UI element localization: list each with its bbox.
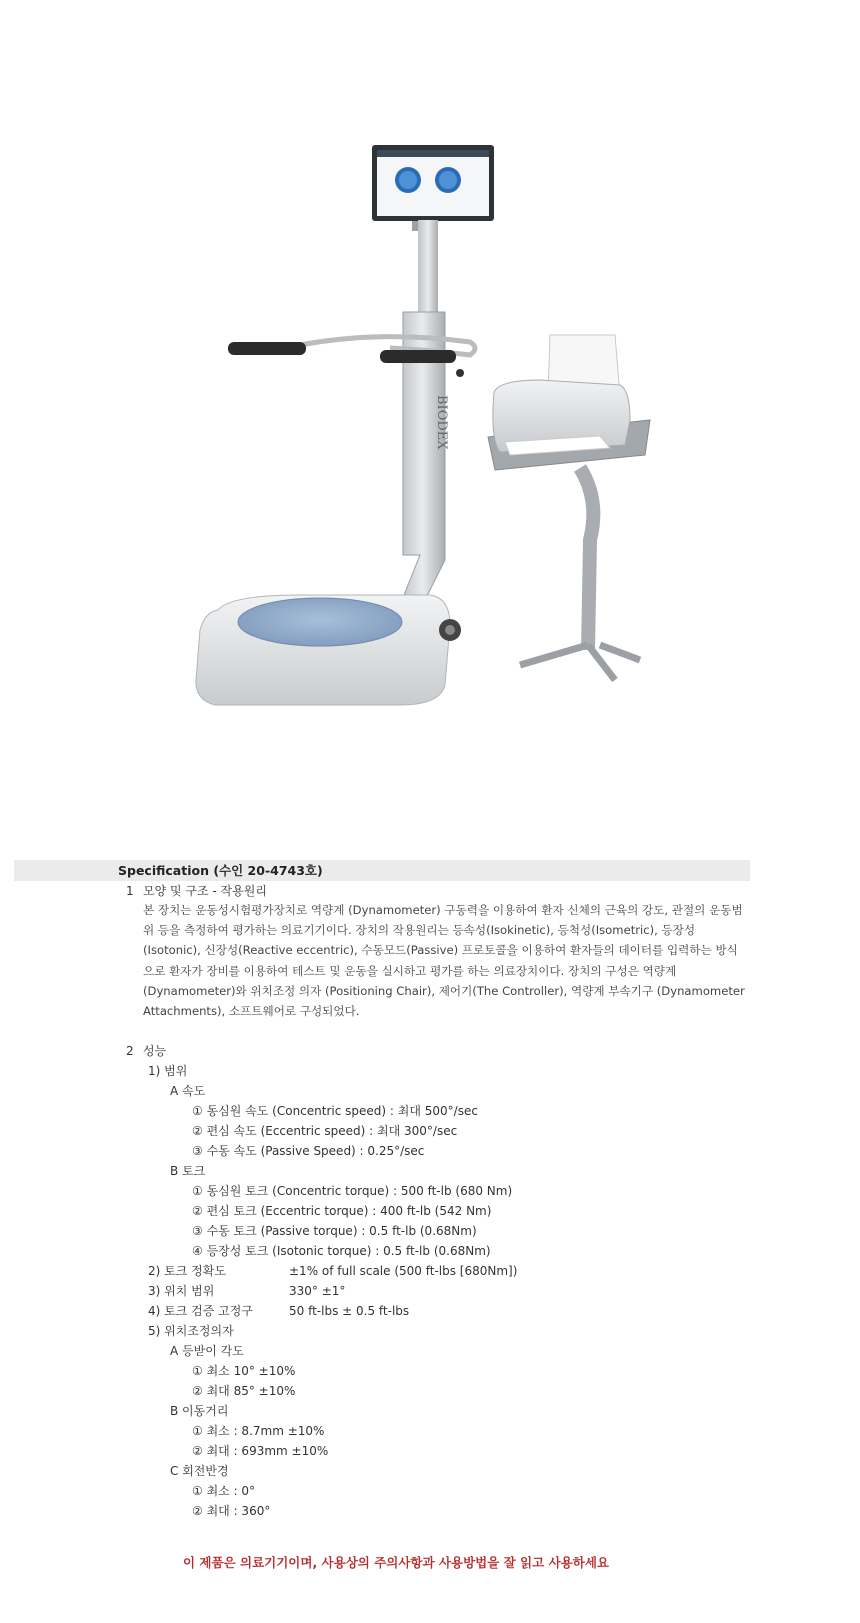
backrest-item: ② 최대 85° ±10%	[192, 1384, 296, 1398]
section-1-heading: 모양 및 구조 - 작용원리	[143, 884, 267, 898]
product-image	[0, 0, 860, 780]
travel-heading: B 이동거리	[170, 1404, 229, 1418]
fixture-value: 50 ft-lbs ± 0.5 ft-lbs	[289, 1304, 410, 1318]
torque-item: ① 동심원 토크 (Concentric torque) : 500 ft-lb (680 Nm)	[192, 1184, 513, 1198]
range-heading: 1) 범위	[148, 1064, 188, 1078]
section-1-number: 1	[126, 884, 134, 898]
travel-item: ① 최소 : 8.7mm ±10%	[192, 1424, 325, 1438]
monitor-display	[372, 145, 494, 231]
torque-heading: B 토크	[170, 1164, 206, 1178]
balance-base	[196, 595, 461, 705]
section-1-body-line: 으로 환자가 장비를 이용하여 테스트 및 운동을 실시하고 평가를 하는 의료장치이다. 장치의 구성은 역량계	[143, 963, 677, 978]
section-1-body-line: 본 장치는 운동성시험평가장치로 역량계 (Dynamometer) 구동력을 이용하여 환자 신체의 근육의 강도, 관절의 운동범	[143, 903, 743, 917]
spec-title: Specification (수인 20-4743호)	[118, 863, 323, 878]
medical-device-warning: 이 제품은 의료기기이며, 사용상의 주의사항과 사용방법을 잘 읽고 사용하세요	[183, 1555, 609, 1570]
section-2-heading: 성능	[143, 1044, 167, 1058]
speed-item: ① 동심원 속도 (Concentric speed) : 최대 500°/sec	[192, 1104, 478, 1118]
backrest-heading: A 등받이 각도	[170, 1344, 244, 1358]
backrest-item: ① 최소 10° ±10%	[192, 1364, 296, 1378]
speed-item: ② 편심 속도 (Eccentric speed) : 최대 300°/sec	[192, 1124, 458, 1138]
rotation-heading: C 회전반경	[170, 1464, 229, 1478]
torque-item: ③ 수동 토크 (Passive torque) : 0.5 ft-lb (0.68Nm)	[192, 1224, 477, 1238]
section-1-body-line: 위 등을 측정하여 평가하는 의료기기이다. 장치의 작용원리는 등속성(Isokinetic), 등척성(Isometric), 등장성	[143, 923, 696, 938]
travel-item: ② 최대 : 693mm ±10%	[192, 1444, 329, 1458]
chair-heading: 5) 위치조정의자	[148, 1324, 234, 1338]
rotation-item: ② 최대 : 360°	[192, 1504, 271, 1518]
section-1-body	[143, 900, 748, 1021]
position-range-label: 3) 위치 범위	[148, 1284, 215, 1298]
rotation-item: ① 최소 : 0°	[192, 1484, 256, 1498]
fixture-label: 4) 토크 검증 고정구	[148, 1304, 253, 1318]
accuracy-value: ±1% of full scale (500 ft-lbs [680Nm])	[289, 1264, 518, 1278]
section-1-body-line: (Isotonic), 신장성(Reactive eccentric), 수동모드(Passive) 프로토콜을 이용하여 환자들의 데이터를 입력하는 방식	[143, 943, 738, 958]
torque-item: ④ 등장성 토크 (Isotonic torque) : 0.5 ft-lb (0.68Nm)	[192, 1244, 491, 1258]
brand-logo: BIODEX	[434, 395, 449, 450]
printer-cart	[488, 420, 650, 680]
speed-heading: A 속도	[170, 1084, 206, 1098]
section-1-body-line: (Dynamometer)와 위치조정 의자 (Positioning Chair), 제어기(The Controller), 역량계 부속기구 (Dynamometer	[143, 983, 745, 998]
torque-item: ② 편심 토크 (Eccentric torque) : 400 ft-lb (542 Nm)	[192, 1204, 492, 1218]
section-1-body-line: Attachments), 소프트웨어로 구성되었다.	[143, 1004, 360, 1019]
section-2-number: 2	[126, 1044, 134, 1058]
position-range-value: 330° ±1°	[289, 1284, 346, 1298]
accuracy-label: 2) 토크 정확도	[148, 1264, 226, 1278]
printer	[493, 335, 630, 455]
balance-platform	[238, 598, 402, 646]
speed-item: ③ 수동 속도 (Passive Speed) : 0.25°/sec	[192, 1144, 425, 1158]
